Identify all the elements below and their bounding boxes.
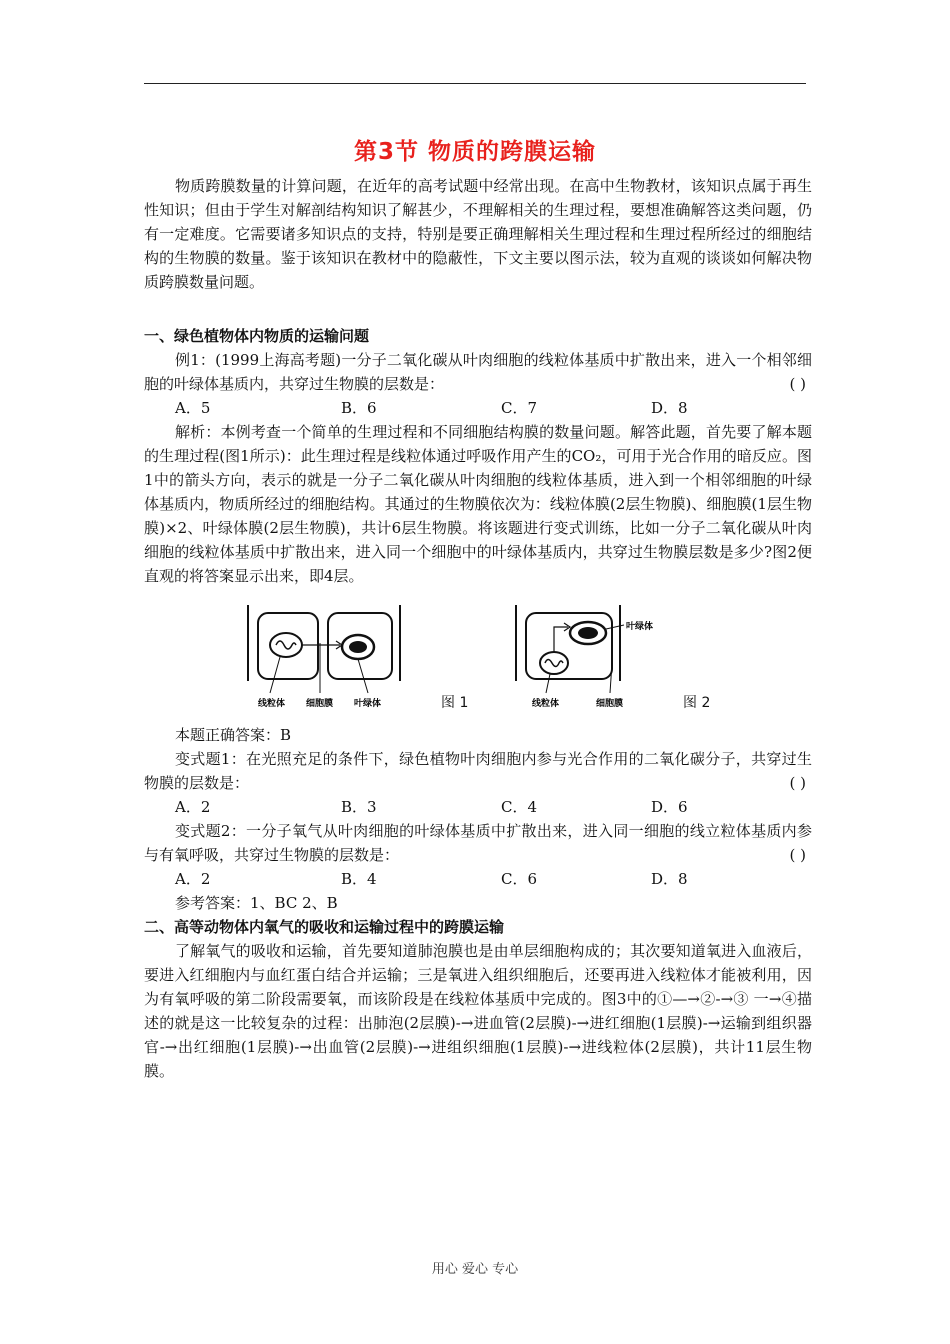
option-a: A．5	[175, 399, 211, 417]
variant1-text: 变式题1：在光照充足的条件下，绿色植物叶肉细胞内参与光合作用的二氧化碳分子，共穿过生物膜的层数是：	[144, 750, 812, 792]
intro-paragraph: 物质跨膜数量的计算问题，在近年的高考试题中经常出现。在高中生物教材，该知识点属于再生性知识；但由于学生对解剖结构知识了解甚少，不理解相关的生理过程，要想准确解答这类问题，仍有一定难度。它需要诸多知识点的支持，特别是要正确理解相关生理过程和生理过程所经过的细胞结构的生物膜的数量。鉴于该知识在教材中的隐蔽性，下文主要以图示法，较为直观的谈谈如何解决物质跨膜数量问题。	[144, 177, 812, 291]
figure-2-caption: 图 2	[683, 695, 711, 711]
figure-2-diagram	[510, 603, 680, 711]
example-text: 例1：(1999上海高考题)一分子二氧化碳从叶肉细胞的线粒体基质中扩散出来，进入一个相邻细胞的叶绿体基质内，共穿过生物膜的层数是：	[144, 351, 812, 393]
variant2-options	[144, 867, 812, 891]
v1-option-b: B．3	[341, 798, 377, 816]
variant2-paren: ( )	[789, 846, 806, 864]
section2-paragraph: 了解氧气的吸收和运输，首先要知道肺泡膜也是由单层细胞构成的；其次要知道氧进入血液后，要进入红细胞内与血红蛋白结合并运输；三是氧进入组织细胞后，还要再进入线粒体才能被利用，因为有氧呼吸的第二阶段需要氧，而该阶段是在线粒体基质中完成的。图3中的①—→②-→③ 一→④描述的就是这一比较复杂的过程：出肺泡(2层膜)-→进血管(2层膜)-→进红细胞(1层膜)-→运输到组织器官-→出红细胞(1层膜)-→出血管(2层膜)-→进组织细胞(1层膜)-→进线粒体(2层膜)，共计11层生物膜。	[144, 942, 812, 1080]
v2-option-b: B．4	[341, 870, 377, 888]
fig1-label-chloroplast: 叶绿体	[354, 699, 382, 709]
v1-option-a: A．2	[175, 798, 211, 816]
variant2-text: 变式题2：一分子氧气从叶肉细胞的叶绿体基质中扩散出来，进入同一细胞的线立粒体基质内参与有氧呼吸，共穿过生物膜的层数是：	[144, 822, 812, 864]
v1-option-d: D．6	[651, 798, 688, 816]
section2-heading: 二、高等动物体内氧气的吸收和运输过程中的跨膜运输	[144, 918, 505, 936]
answer-paren: ( )	[789, 375, 806, 393]
variant1-options	[144, 795, 812, 819]
variant2-question	[144, 819, 812, 867]
option-b: B．6	[341, 399, 377, 417]
figure-1	[240, 603, 440, 711]
page-footer: 用心 爱心 专心	[431, 1262, 519, 1277]
v2-option-c: C．6	[501, 870, 538, 888]
intro-block	[144, 174, 812, 294]
option-c: C．7	[501, 399, 538, 417]
fig2-label-membrane: 细胞膜	[596, 699, 624, 709]
section1-heading: 一、绿色植物体内物质的运输问题	[144, 327, 370, 345]
fig1-label-membrane: 细胞膜	[306, 699, 334, 709]
section1-bottom	[144, 723, 812, 1083]
figure-1-caption: 图 1	[441, 695, 469, 711]
example-question	[144, 348, 812, 396]
v2-option-a: A．2	[175, 870, 211, 888]
example-options	[144, 396, 812, 420]
variant1-question	[144, 747, 812, 795]
page-title: 第3节 物质的跨膜运输	[353, 139, 596, 165]
variant1-paren: ( )	[789, 774, 806, 792]
fig2-label-chloroplast: 叶绿体	[626, 622, 654, 632]
header-rule	[144, 83, 806, 84]
figure-1-diagram	[240, 603, 440, 711]
v2-option-d: D．8	[651, 870, 688, 888]
option-d: D．8	[651, 399, 688, 417]
section1-top	[144, 324, 812, 588]
reference-answer: 参考答案：1、BC 2、B	[175, 894, 338, 912]
fig1-label-mitochondria: 线粒体	[258, 699, 286, 709]
v1-option-c: C．4	[501, 798, 538, 816]
figure-2	[510, 603, 680, 711]
fig2-label-mitochondria: 线粒体	[532, 699, 560, 709]
analysis-paragraph: 解析：本例考查一个简单的生理过程和不同细胞结构膜的数量问题。解答此题，首先要了解本题的生理过程(图1所示)：此生理过程是线粒体通过呼吸作用产生的CO₂，可用于光合作用的暗反应。图1中的箭头方向，表示的就是一分子二氧化碳从叶肉细胞的线粒体基质，进入到一个相邻细胞的叶绿体基质内，物质所经过的细胞结构。其通过的生物膜依次为：线粒体膜(2层生物膜)、细胞膜(1层生物膜)×2、叶绿体膜(2层生物膜)，共计6层生物膜。将该题进行变式训练，比如一分子二氧化碳从叶肉细胞的线粒体基质中扩散出来，进入同一个细胞中的叶绿体基质内，共穿过生物膜层数是多少?图2便直观的将答案显示出来，即4层。	[144, 423, 812, 585]
correct-answer: 本题正确答案：B	[175, 726, 292, 744]
